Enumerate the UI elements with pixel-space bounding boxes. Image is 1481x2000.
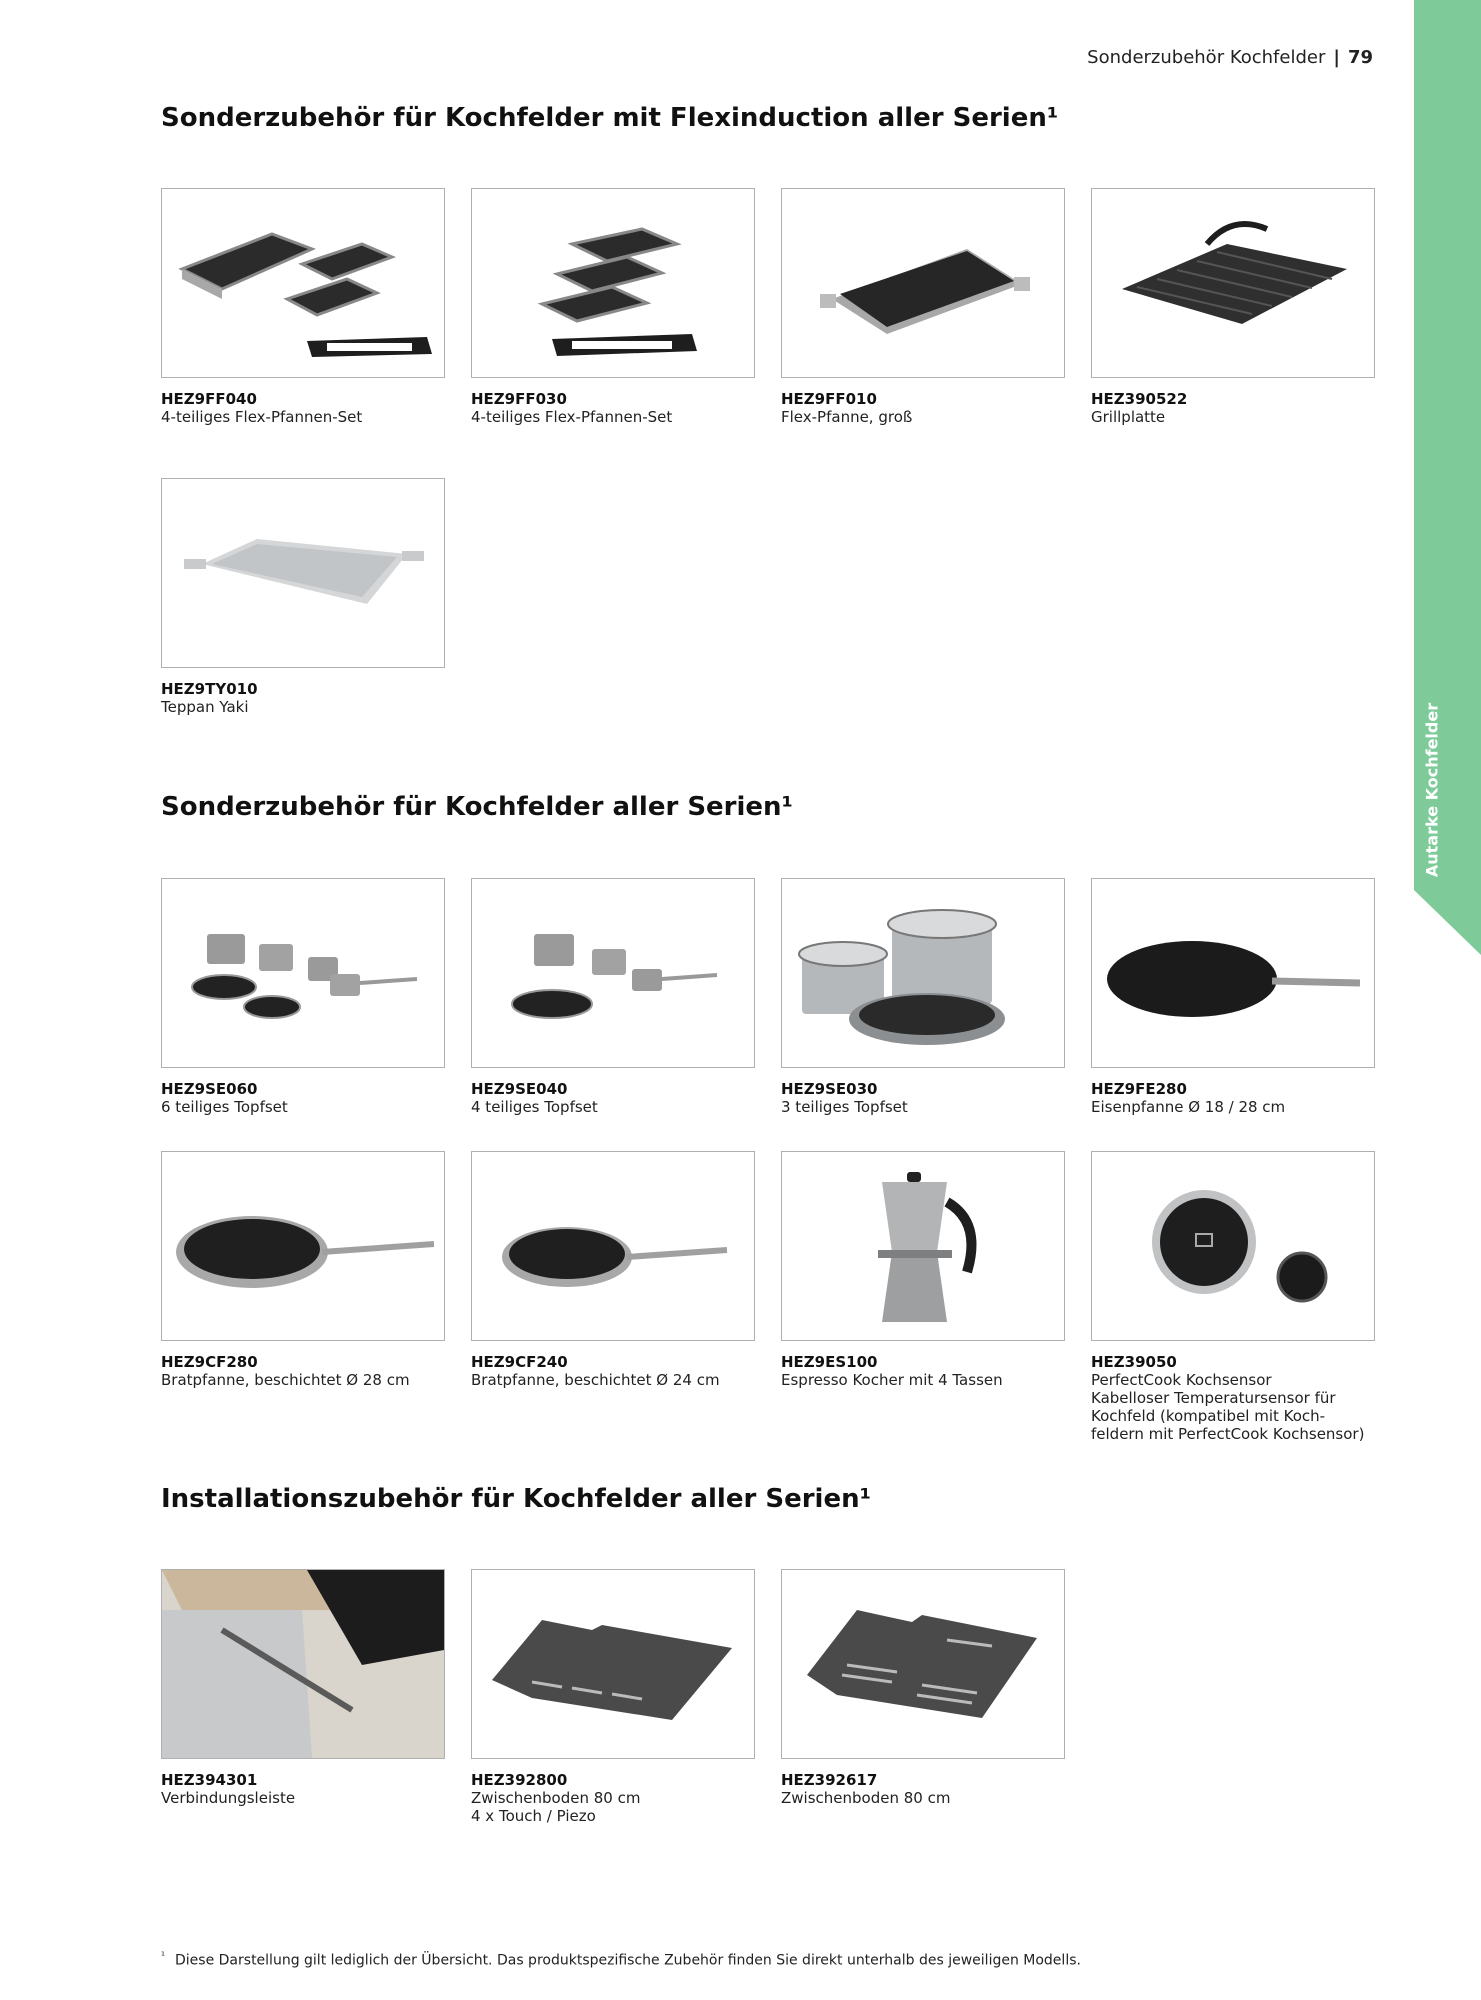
product-card[interactable] xyxy=(161,188,445,426)
product-image xyxy=(781,878,1065,1068)
product-code: HEZ9CF280 xyxy=(161,1353,258,1371)
product-image xyxy=(161,1151,445,1341)
product-description: 6 teiliges Topfset xyxy=(161,1098,288,1116)
product-description: Teppan Yaki xyxy=(161,698,249,716)
product-image xyxy=(161,188,445,378)
intermediate-shelf-a-icon xyxy=(472,1570,754,1758)
product-description: Grillplatte xyxy=(1091,408,1166,426)
product-description: Eisenpfanne Ø 18 / 28 cm xyxy=(1091,1098,1286,1116)
product-code: HEZ9ES100 xyxy=(781,1353,878,1371)
frying-pan-28-icon xyxy=(162,1152,444,1340)
product-code: HEZ390522 xyxy=(1091,390,1188,408)
product-image xyxy=(1091,1151,1375,1341)
connecting-strip-icon xyxy=(162,1570,444,1758)
grill-plate-icon xyxy=(1092,189,1374,377)
footnote-marker: ¹ xyxy=(161,1951,166,1962)
flex-pan-large-icon xyxy=(782,189,1064,377)
product-description: 4-teiliges Flex-Pfannen-Set xyxy=(161,408,363,426)
product-description: Zwischenboden 80 cm 4 x Touch / Piezo xyxy=(471,1789,641,1825)
side-tab-label: Autarke Kochfelder xyxy=(1422,702,1442,878)
page-number: 79 xyxy=(1347,47,1373,68)
section-title-flexinduction: Sonderzubehör für Kochfelder mit Flexinduction aller Serien¹ xyxy=(161,103,1059,133)
page-header xyxy=(1087,47,1373,68)
product-image xyxy=(161,478,445,668)
product-image xyxy=(161,878,445,1068)
product-card[interactable] xyxy=(781,1569,1065,1807)
product-code: HEZ9FF010 xyxy=(781,390,877,408)
product-card[interactable] xyxy=(161,478,445,716)
header-separator: | xyxy=(1333,47,1340,68)
product-card[interactable] xyxy=(471,1151,755,1389)
product-code: HEZ9TY010 xyxy=(161,680,258,698)
product-card[interactable] xyxy=(471,1569,755,1825)
product-image xyxy=(471,1151,755,1341)
footnote xyxy=(161,1951,1081,1969)
iron-pan-icon xyxy=(1092,879,1374,1067)
product-card[interactable] xyxy=(781,878,1065,1116)
pot-set-3-icon xyxy=(782,879,1064,1067)
product-description: Verbindungsleiste xyxy=(161,1789,296,1807)
product-code: HEZ9SE030 xyxy=(781,1080,878,1098)
frying-pan-24-icon xyxy=(472,1152,754,1340)
product-image xyxy=(471,1569,755,1759)
product-code: HEZ392800 xyxy=(471,1771,568,1789)
product-card[interactable] xyxy=(161,1569,445,1807)
product-card[interactable] xyxy=(781,188,1065,426)
product-card[interactable] xyxy=(471,878,755,1116)
cooking-sensor-icon xyxy=(1092,1152,1374,1340)
product-code: HEZ394301 xyxy=(161,1771,258,1789)
product-card[interactable] xyxy=(161,1151,445,1389)
footnote-text: Diese Darstellung gilt lediglich der Übersicht. Das produktspezifische Zubehör finden Sie direkt unterhalb des jeweiligen Modells. xyxy=(175,1952,1081,1969)
flex-pan-set-4-icon xyxy=(162,189,444,377)
header-section-name: Sonderzubehör Kochfelder xyxy=(1087,47,1326,68)
product-card[interactable] xyxy=(1091,1151,1375,1443)
product-image xyxy=(781,1151,1065,1341)
product-description: Bratpfanne, beschichtet Ø 28 cm xyxy=(161,1371,410,1389)
intermediate-shelf-b-icon xyxy=(782,1570,1064,1758)
product-code: HEZ9CF240 xyxy=(471,1353,568,1371)
pot-set-6-icon xyxy=(162,879,444,1067)
product-code: HEZ392617 xyxy=(781,1771,878,1789)
product-code: HEZ9SE060 xyxy=(161,1080,258,1098)
product-card[interactable] xyxy=(1091,188,1375,426)
product-description: PerfectCook Kochsensor Kabelloser Temperatursensor für Kochfeld (kompatibel mit Koch- feldern mit PerfectCook Kochsensor) xyxy=(1091,1371,1365,1443)
product-image xyxy=(471,188,755,378)
teppan-yaki-icon xyxy=(162,479,444,667)
product-description: Bratpfanne, beschichtet Ø 24 cm xyxy=(471,1371,720,1389)
product-card[interactable] xyxy=(781,1151,1065,1389)
product-code: HEZ9SE040 xyxy=(471,1080,568,1098)
product-image xyxy=(471,878,755,1068)
product-description: 4 teiliges Topfset xyxy=(471,1098,598,1116)
product-description: Flex-Pfanne, groß xyxy=(781,408,913,426)
product-code: HEZ9FF040 xyxy=(161,390,257,408)
product-image xyxy=(1091,878,1375,1068)
product-card[interactable] xyxy=(161,878,445,1116)
product-code: HEZ39050 xyxy=(1091,1353,1177,1371)
section-title-installation: Installationszubehör für Kochfelder aller Serien¹ xyxy=(161,1484,871,1514)
product-card[interactable] xyxy=(1091,878,1375,1116)
pot-set-4-icon xyxy=(472,879,754,1067)
product-image xyxy=(781,188,1065,378)
product-code: HEZ9FF030 xyxy=(471,390,567,408)
product-description: Espresso Kocher mit 4 Tassen xyxy=(781,1371,1003,1389)
product-image xyxy=(1091,188,1375,378)
product-image xyxy=(781,1569,1065,1759)
product-description: Zwischenboden 80 cm xyxy=(781,1789,951,1807)
product-image xyxy=(161,1569,445,1759)
espresso-maker-icon xyxy=(782,1152,1064,1340)
section-title-all-series: Sonderzubehör für Kochfelder aller Serien¹ xyxy=(161,792,793,822)
product-card[interactable] xyxy=(471,188,755,426)
product-description: 4-teiliges Flex-Pfannen-Set xyxy=(471,408,673,426)
product-code: HEZ9FE280 xyxy=(1091,1080,1187,1098)
flex-pan-set-3-icon xyxy=(472,189,754,377)
product-description: 3 teiliges Topfset xyxy=(781,1098,908,1116)
